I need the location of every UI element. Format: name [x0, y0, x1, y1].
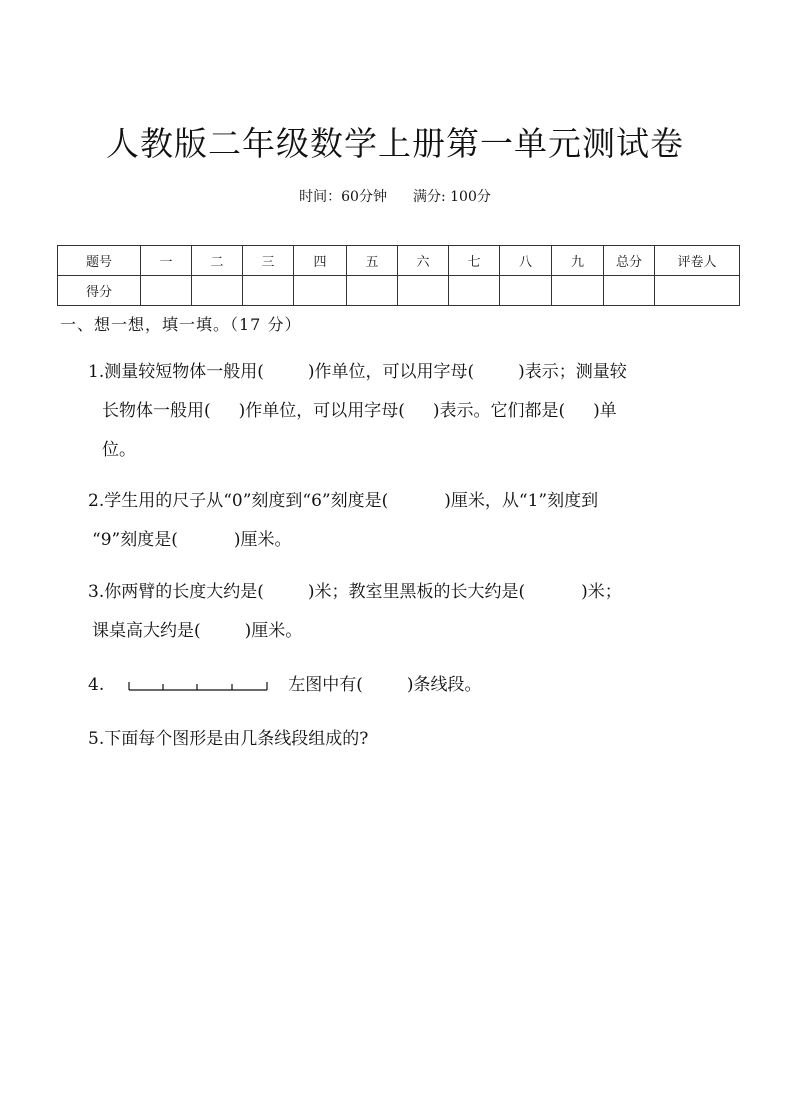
q1-text: 长物体一般用(	[102, 401, 211, 421]
q1-text: )表示。它们都是(	[432, 401, 566, 421]
q1-text: )单	[593, 401, 617, 421]
score-cell	[449, 276, 500, 306]
score-cell	[500, 276, 552, 306]
question-2-line-2	[88, 521, 736, 560]
header-cell: 总分	[604, 246, 655, 276]
header-cell: 七	[449, 246, 500, 276]
question-5: 5.下面每个图形是由几条线段组成的?	[88, 729, 369, 749]
header-cell: 四	[294, 246, 347, 276]
score-table-header-row	[58, 246, 740, 276]
page-title: 人教版二年级数学上册第一单元测试卷	[106, 124, 684, 163]
header-cell: 评卷人	[655, 246, 740, 276]
question-1	[88, 353, 736, 470]
score-table-score-row	[58, 276, 740, 306]
q4-number: 4.	[88, 675, 105, 695]
q4-text: 左图中有(	[288, 675, 363, 695]
q3-text: )厘米。	[244, 621, 303, 641]
q3-text: )米；	[581, 582, 622, 602]
header-cell: 二	[192, 246, 243, 276]
q1-text: 1.测量较短物体一般用(	[88, 362, 264, 382]
header-cell: 题号	[58, 246, 141, 276]
question-1-line-1	[88, 353, 736, 392]
score-cell	[398, 276, 449, 306]
score-cell	[294, 276, 347, 306]
score-cell	[604, 276, 655, 306]
score-row-label: 得分	[58, 276, 141, 306]
header-cell: 五	[347, 246, 398, 276]
question-3-line-1	[88, 573, 736, 612]
section-heading: 一、想一想，填一填。（17 分）	[60, 315, 302, 334]
exam-info	[0, 186, 790, 206]
q2-text: “9”刻度是(	[92, 530, 178, 550]
q2-text: 2.学生用的尺子从“0”刻度到“6”刻度是(	[88, 491, 389, 511]
q3-text: )米；教室里黑板的长大约是(	[307, 582, 526, 602]
q1-text: )作单位，可以用字母(	[238, 401, 405, 421]
score-cell	[192, 276, 243, 306]
line-segment-figure	[128, 679, 268, 693]
score-cell	[347, 276, 398, 306]
header-cell: 一	[141, 246, 192, 276]
question-3	[88, 573, 736, 651]
question-3-line-2	[88, 612, 736, 651]
header-cell: 八	[500, 246, 552, 276]
score-table	[57, 245, 740, 306]
question-1-line-3: 位。	[102, 440, 136, 460]
header-cell: 六	[398, 246, 449, 276]
question-2-line-1	[88, 482, 736, 521]
score-cell	[655, 276, 740, 306]
score-cell	[552, 276, 604, 306]
question-4	[88, 666, 736, 705]
score-cell	[243, 276, 294, 306]
q4-text: )条线段。	[406, 675, 482, 695]
q1-text: )表示；测量较	[518, 362, 627, 382]
time-limit: 时间：60分钟	[299, 189, 387, 205]
question-1-line-2	[88, 392, 736, 431]
q2-text: )厘米，从“1”刻度到	[444, 491, 599, 511]
q3-text: 课桌高大约是(	[92, 621, 201, 641]
full-score: 满分: 100分	[412, 189, 491, 205]
question-2	[88, 482, 736, 560]
header-cell: 三	[243, 246, 294, 276]
q3-text: 3.你两臂的长度大约是(	[88, 582, 264, 602]
header-cell: 九	[552, 246, 604, 276]
score-cell	[141, 276, 192, 306]
q1-text: )作单位，可以用字母(	[307, 362, 475, 382]
q2-text: )厘米。	[233, 530, 292, 550]
